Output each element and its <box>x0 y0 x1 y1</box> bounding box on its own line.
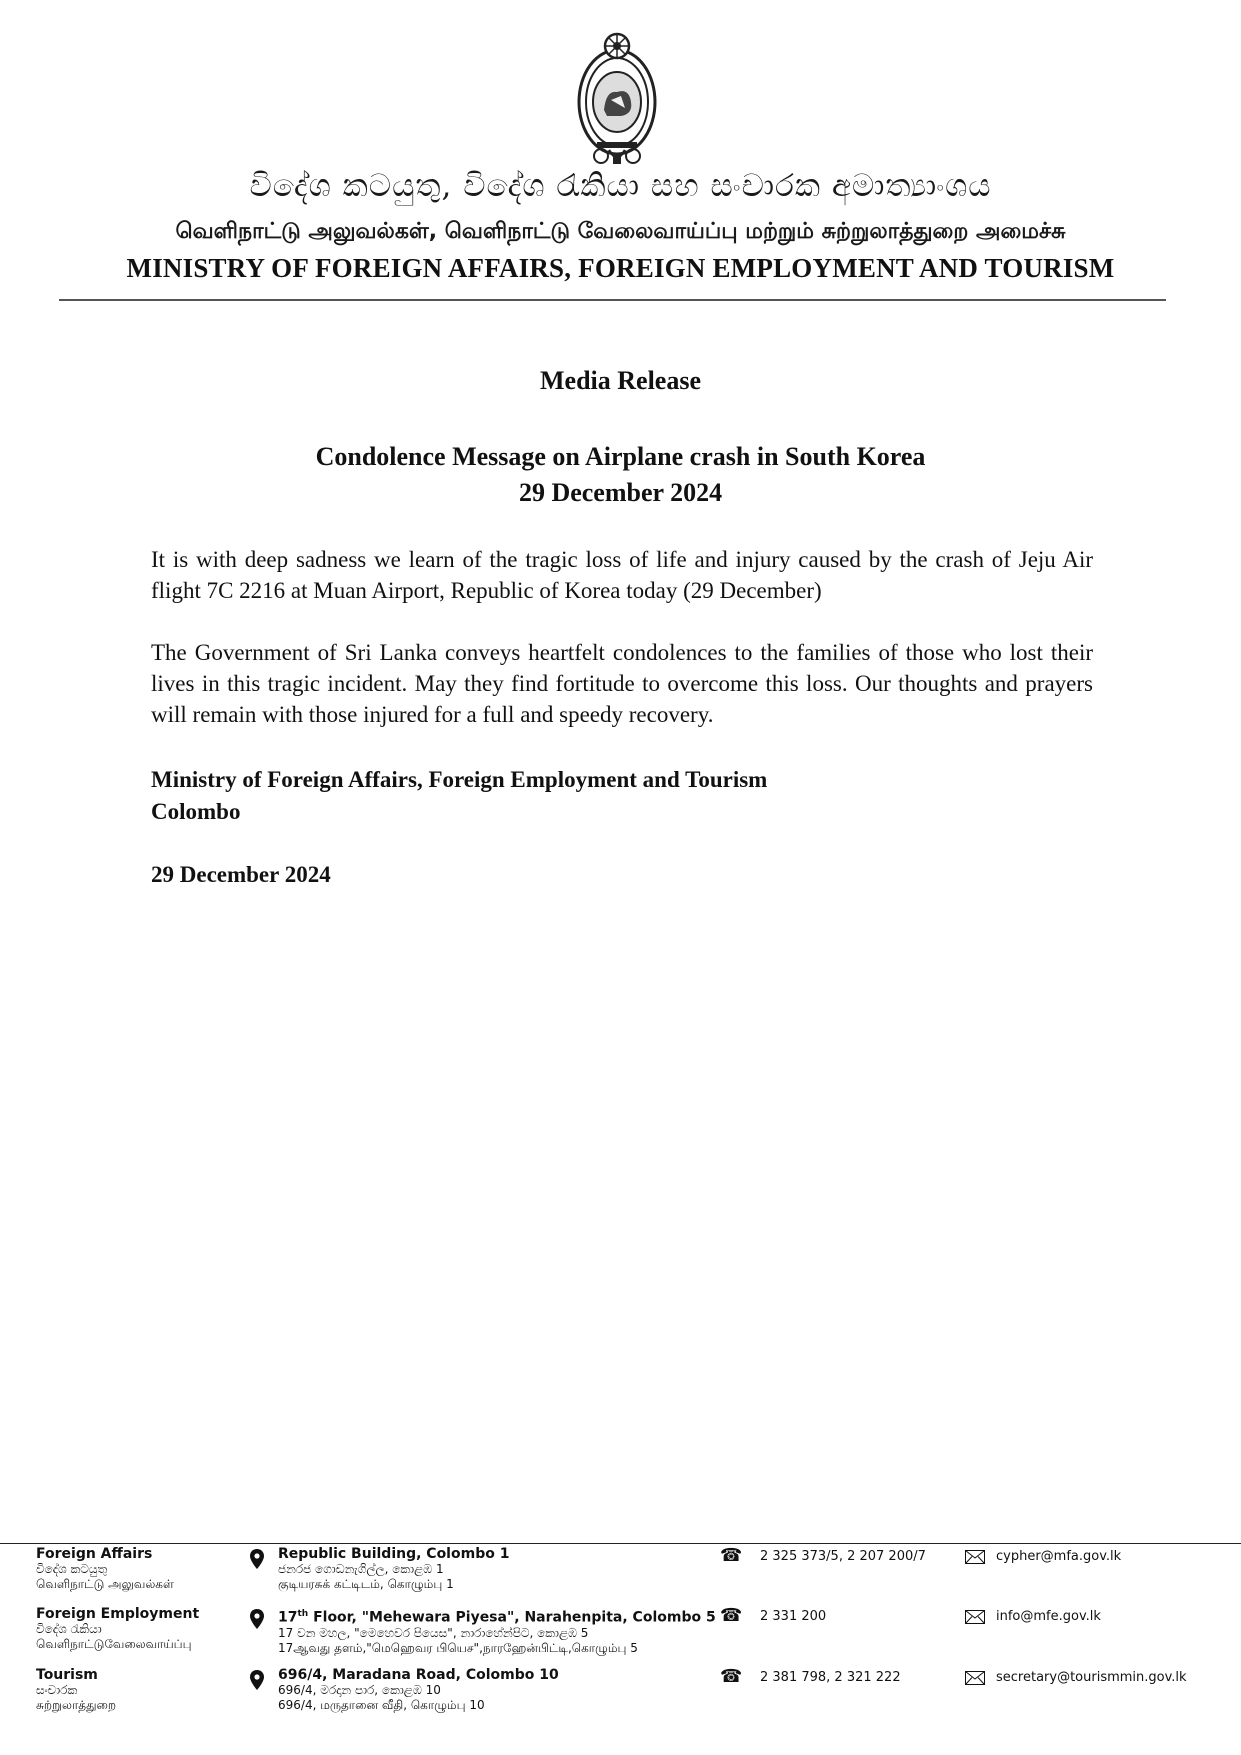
release-title: Condolence Message on Airplane crash in South Korea <box>315 442 926 471</box>
mail-icon <box>965 1550 985 1564</box>
footer-address <box>278 1668 559 1713</box>
address-tamil: குடியரசுக் கட்டிடம், கொழும்பு 1 <box>278 1577 454 1591</box>
signature-city: Colombo <box>151 799 241 824</box>
address-sinhala: 696/4, මරදාන පාර, කොළඹ 10 <box>278 1683 441 1697</box>
footer-phone: 2 381 798, 2 321 222 <box>760 1670 901 1685</box>
address-english: 696/4, Maradana Road, Colombo 10 <box>278 1667 559 1683</box>
footer-row-foreign-affairs <box>0 1547 1241 1605</box>
mail-icon <box>965 1671 985 1685</box>
address-rest: Floor, "Mehewara Piyesa", Narahenpita, Colombo 5 <box>308 1609 716 1626</box>
dept-name-sinhala: විදේශ රැකියා <box>36 1622 102 1636</box>
signature-ministry: Ministry of Foreign Affairs, Foreign Employment and Tourism <box>151 767 768 792</box>
ministry-name-english: MINISTRY OF FOREIGN AFFAIRS, FOREIGN EMPLOYMENT AND TOURISM <box>126 253 1115 283</box>
dept-name: Foreign Employment <box>36 1606 200 1622</box>
release-date: 29 December 2024 <box>518 478 723 507</box>
footer-phone: 2 331 200 <box>760 1609 827 1624</box>
footer-row-tourism <box>0 1668 1241 1726</box>
address-english <box>278 1607 716 1626</box>
location-pin-icon <box>250 1670 264 1690</box>
dept-name-sinhala: සංචාරක <box>36 1683 78 1697</box>
address-tamil: 17ஆவது தளம்,"மெஹெவர பியெச",நாரஹேன்பிட்டி,கொழும்பு 5 <box>278 1640 638 1655</box>
paragraph-1: It is with deep sadness we learn of the tragic loss of life and injury caused by the crash of Jeju Air flight 7C 2216 at Muan Airport, Republic of Korea today (29 December) <box>151 547 1093 603</box>
sri-lanka-emblem-icon <box>571 30 663 168</box>
phone-icon: ☎ <box>720 1666 743 1687</box>
footer-row-foreign-employment <box>0 1607 1241 1665</box>
footer-phone: 2 325 373/5, 2 207 200/7 <box>760 1549 926 1564</box>
address-sinhala: ජනරජ ගොඩනැගිල්ල, කොළඹ 1 <box>278 1562 444 1576</box>
dept-name-tamil: வெளிநாட்டு அலுவல்கள் <box>36 1577 174 1591</box>
dept-name: Foreign Affairs <box>36 1546 153 1562</box>
footer-email[interactable]: info@mfe.gov.lk <box>996 1609 1101 1624</box>
phone-icon: ☎ <box>720 1605 743 1626</box>
media-release-label: Media Release <box>539 366 701 395</box>
footer-dept <box>36 1668 116 1713</box>
address-english: Republic Building, Colombo 1 <box>278 1546 510 1562</box>
footer-address <box>278 1607 716 1656</box>
footer-dept <box>36 1607 199 1652</box>
address-sinhala: 17 වන මහල, "මෙහෙවර පියෙස", නාරාහේන්පිට, කොළඹ 5 <box>278 1625 589 1640</box>
location-pin-icon <box>250 1549 264 1569</box>
closing-date: 29 December 2024 <box>151 862 331 887</box>
dept-name: Tourism <box>36 1667 98 1683</box>
footer-email[interactable]: cypher@mfa.gov.lk <box>996 1549 1122 1564</box>
footer-address <box>278 1547 509 1592</box>
address-tamil: 696/4, மருதானை வீதி, கொழும்பு 10 <box>278 1698 485 1712</box>
paragraph-2: The Government of Sri Lanka conveys heartfelt condolences to the families of those who lost their lives in this tragic incident. May they find fortitude to overcome this loss. Our thoughts and prayers will remain with those injured for a full and speedy recovery. <box>151 640 1093 727</box>
ministry-name-tamil: வெளிநாட்டு அலுவல்கள், வெளிநாட்டு வேலைவாய்ப்பு மற்றும் சுற்றுலாத்துறை அமைச்சு <box>175 219 1066 244</box>
dept-name-tamil: வெளிநாட்டுவேலைவாய்ப்பு <box>36 1637 192 1651</box>
dept-name-tamil: சுற்றுலாத்துறை <box>36 1698 117 1712</box>
address-floor-suffix: th <box>297 1609 309 1619</box>
dept-name-sinhala: විදේශ කටයුතු <box>36 1562 108 1576</box>
footer-dept <box>36 1547 174 1592</box>
address-floor: 17 <box>278 1609 298 1626</box>
footer-email[interactable]: secretary@tourismmin.gov.lk <box>996 1670 1187 1685</box>
ministry-name-sinhala: විදේශ කටයුතු, විදේශ රැකියා සහ සංචාරක අමාත්‍යාංශය <box>249 168 992 204</box>
header-divider <box>59 299 1166 301</box>
location-pin-icon <box>250 1609 264 1629</box>
phone-icon: ☎ <box>720 1545 743 1566</box>
mail-icon <box>965 1610 985 1624</box>
footer-divider <box>0 1543 1241 1544</box>
